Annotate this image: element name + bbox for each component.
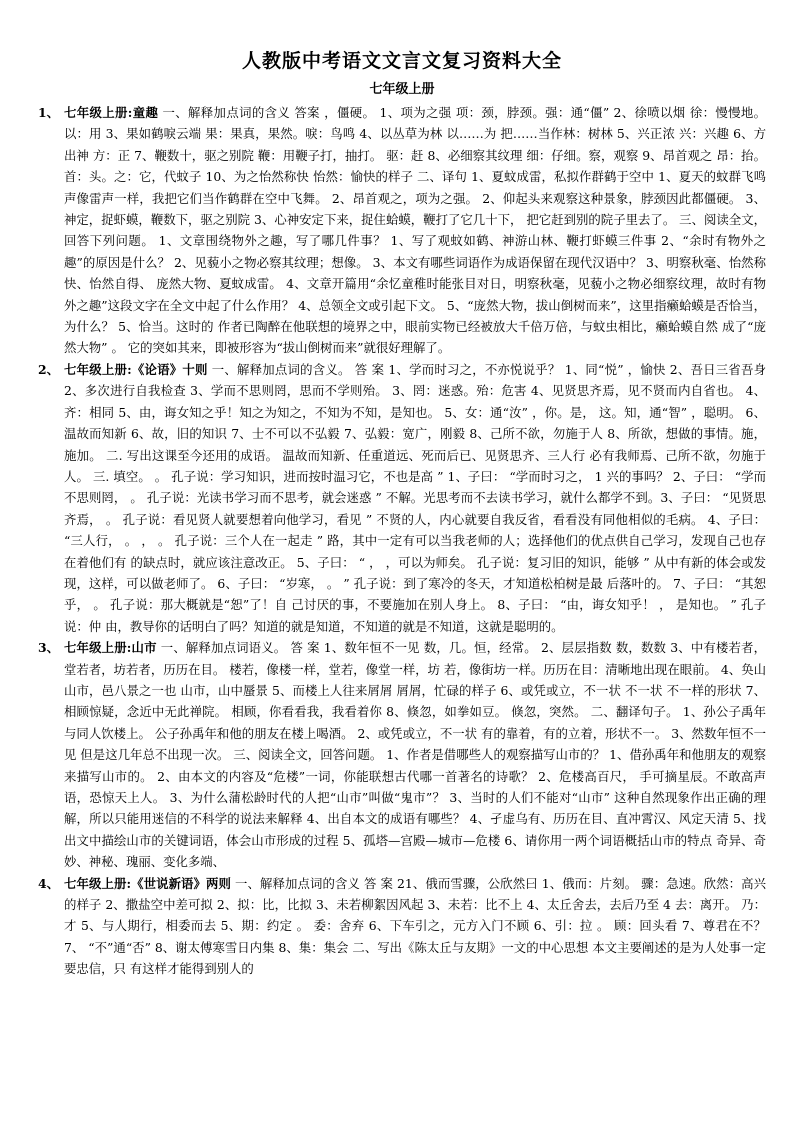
entry-text [64, 637, 766, 872]
entry-content: 一、解释加点词的含义 答 案 21、俄而雪骤，公欣然曰 1、俄而：片刻。 骤：急速。欣然：高兴的样子 2、撒盐空中差可拟 2、拟：比，比拟 3、未若柳絮因风起 3、未若：比不上 4、太丘舍去，去后乃至 4 去：离开。 乃：才 5、与人期行，相委而去 5、期：约定 。 委：舍弃 6、下车引之，元方入门不顾 6、引：拉 。 顾：回头看 7、尊君在不？ 7、 “不”通“否” 8、谢太傅寒雪日内集 8、集：集会 二、写出《陈太丘与友期》一文的中心思想 本文主要阐述的是为人处事一定要忠信，只 有这样才能得到别人的 [64, 875, 766, 977]
entry-shanshi [38, 637, 766, 872]
entry-heading: 七年级上册:《论语》十则 [64, 361, 208, 377]
entry-content: 一、解释加点词的含义。 答 案 1、学而时习之，不亦悦说乎？ 1、同“悦” ，愉快 2、吾日三省吾身 2、多次进行自我检查 3、学而不思则罔，思而不学则殆。 3、罔：迷惑。殆：危害 4、见贤思齐焉，见不贤而内自省也。 4、齐：相同 5、由，诲女知之乎！知之为知之，不知为不知，是知也。 5、女：通“汝” ，你。是， 这。知，通“智” ，聪明。 6、温故而知新 6、故，旧的知识 7、士不可以不弘毅 7、弘毅：宽广，刚毅 8、己所不欲，勿施于人 8、所欲，想做的事情。施，施加。 二. 写出这课至今还用的成语。 温故而知新、任重道远、死而后已、见贤思齐、三人行 必有我师焉、己所不欲，勿施于人。 三. 填空。 。 孔子说：学习知识，进而按时温习它，不也是高 ” 1、子曰： “学而时习之， 1 兴的事吗？ 2、子曰： “学而不思则罔， 。 孔子说：光读书学习而不思考，就会迷惑 ” 不解。光思考而不去读书学习，就什么都学不到。3、子曰： “见贤思齐焉， 。 孔子说：看见贤人就要想着向他学习，看见 ” 不贤的人，内心就要自我反省，看看没有同他相似的毛病。 4、子曰： “三人行， 。 ， 。 孔子说：三个人在一起走 ” 路，其中一定有可以当我老师的人；选择他们的优点供自己学习，发现自己也存在着他们有 的缺点时，就应该注意改正。 5、子曰： “ ， ，可以为师矣。 孔子说：复习旧的知识，能够 ” 从中有新的体会或发现，这样，可以做老师了。 6、子曰： “岁寒， 。 ” 孔子说：到了寒冷的冬天，才知道松柏树是最 后落叶的。 7、子曰： “其恕乎， 。 孔子说：那大概就是“恕”了！自 己讨厌的事，不要施加在别人身上。 8、子曰： “由，诲女知乎！ ， 是知也。 ” 孔子说：仲 由，教导你的话明白了吗？知道的就是知道，不知道的就是不知道，这就是聪明的。 [64, 361, 766, 634]
entry-heading: 七年级上册:山市 [64, 640, 157, 656]
entry-lunyu [38, 359, 766, 637]
entry-number: 2、 [38, 361, 60, 377]
entry-tongqu [38, 102, 766, 359]
entry-heading: 七年级上册:《世说新语》两则 [64, 875, 232, 891]
entry-text [64, 873, 766, 980]
entry-content: 一、解释加点词语义。 答 案 1、数年恒不一见 数，几。恒，经常。 2、层层指数 数，数数 3、中有楼若者，堂若者，坊若者，历历在目。 楼若，像楼一样，堂若，像堂一样，坊 若，像街坊一样。历历在目：清晰地出现在眼前。 4、奂山山市，邑八景之一也 山市，山中蜃景 5、而楼上人往来屑屑 屑屑，忙碌的样子 6、或凭或立，不一状 不一状 不一样的形状 7、相顾惊疑，念近中无此禅院。 相顾，你看看我，我看着你 8、倏忽，如拳如豆。 倏忽，突然。 二、翻译句子。 1、孙公子禹年与同人饮楼上。 公子孙禹年和他的朋友在楼上喝酒。 2、或凭或立，不一状 有的靠着，有的立着，形状不一。 3、然数年恒不一见 但是这几年总不出现一次。 三、阅读全文，回答问题。 1、作者是借哪些人的观察描写山市的？ 1、借孙禹年和他朋友的观察来描写山市的。 2、由本文的内容及“危楼”一词，你能联想古代哪一首著名的诗歌？ 2、危楼高百尺， 手可摘星辰。不敢高声语，恐惊天上人。 3、为什么蒲松龄时代的人把“山市”叫做“鬼市”？ 3、当时的人们不能对“山市” 这种自然现象作出正确的理解，所以只能用迷信的不科学的说法来解释 4、出自本文的成语有哪些？ 4、孑虚乌有、历历在目、直冲霄汉、风定天清 5、找出文中描绘山市的关键词语，体会山市形成的过程 5、孤塔—宫殿—城市—危楼 6、请你用一两个词语概括山市的特点 奇异、奇妙、神秘、瑰丽、变化多端、 [64, 640, 766, 870]
document-title: 人教版中考语文文言文复习资料大全 [241, 50, 562, 72]
section-title: 七年级上册 [369, 82, 435, 97]
entry-shishuoxinyu [38, 873, 766, 980]
entry-number: 3、 [38, 640, 60, 656]
entry-number: 1、 [38, 105, 60, 120]
entry-text [64, 359, 766, 637]
entry-number: 4、 [38, 875, 60, 891]
entry-heading: 七年级上册:童趣 [64, 105, 159, 120]
entry-text [64, 102, 766, 359]
entry-content: 一、解释加点词的含义 答案 ，僵硬。 1、项为之强 项：颈，脖颈。强：通“僵” 2、徐喷以烟 徐：慢慢地。以：用 3、果如鹤唳云端 果：果真，果然。唳：鸟鸣 4、以丛草为林 以……为 把……当作林：树林 5、兴正浓 兴：兴趣 6、方出神 方：正 7、鞭数十，驱之别院 鞭：用鞭子打，抽打。 驱：赶 8、必细察其纹理 细：仔细。察，观察 9、昂首观之 昂：抬。 首：头。之：它，代蚊子 10、为之怡然称快 怡然：愉快的样子 二、译句 1、夏蚊成雷，私拟作群鹤于空中 1、夏天的蚊群飞鸣声像雷声一样，我把它们当作鹤群在空中飞舞。 2、昂首观之，项为之强。 2、仰起头来观察这种景象，脖颈因此都僵硬。 3、神定，捉虾蟆，鞭数下，驱之别院 3、心神安定下来，捉住蛤蟆，鞭打了它几十下， 把它赶到别的院子里去了。 三、阅读全文，回答下列问题。 1、文章围绕物外之趣，写了哪几件事？ 1、写了观蚊如鹤、神游山林、鞭打虾蟆三件事 2、“余时有物外之趣”的原因是什么？ 2、见藐小之物必察其纹理；想像。 3、本文有哪些词语作为成语保留在现代汉语中？ 3、明察秋毫、怡然称快、怡然自得、 庞然大物、夏蚊成雷。 4、文章开篇用“余忆童稚时能张目对日，明察秋毫，见藐小之物必细察纹理，故时有物 外之趣”这段文字在全文中起了什么作用？ 4、总领全文或引起下文。 5、“庞然大物，拔山倒树而来”，这里指癞蛤蟆是否恰当，为什么？ 5、恰当。这时的 作者已陶醉在他联想的境界之中，眼前实物已经被放大千倍万倍，与蚊虫相比，癞蛤蟆自然 成了“庞然大物” 。 它的突如其来，即被形容为“拔山倒树而来”就很好理解了。 [64, 105, 766, 356]
